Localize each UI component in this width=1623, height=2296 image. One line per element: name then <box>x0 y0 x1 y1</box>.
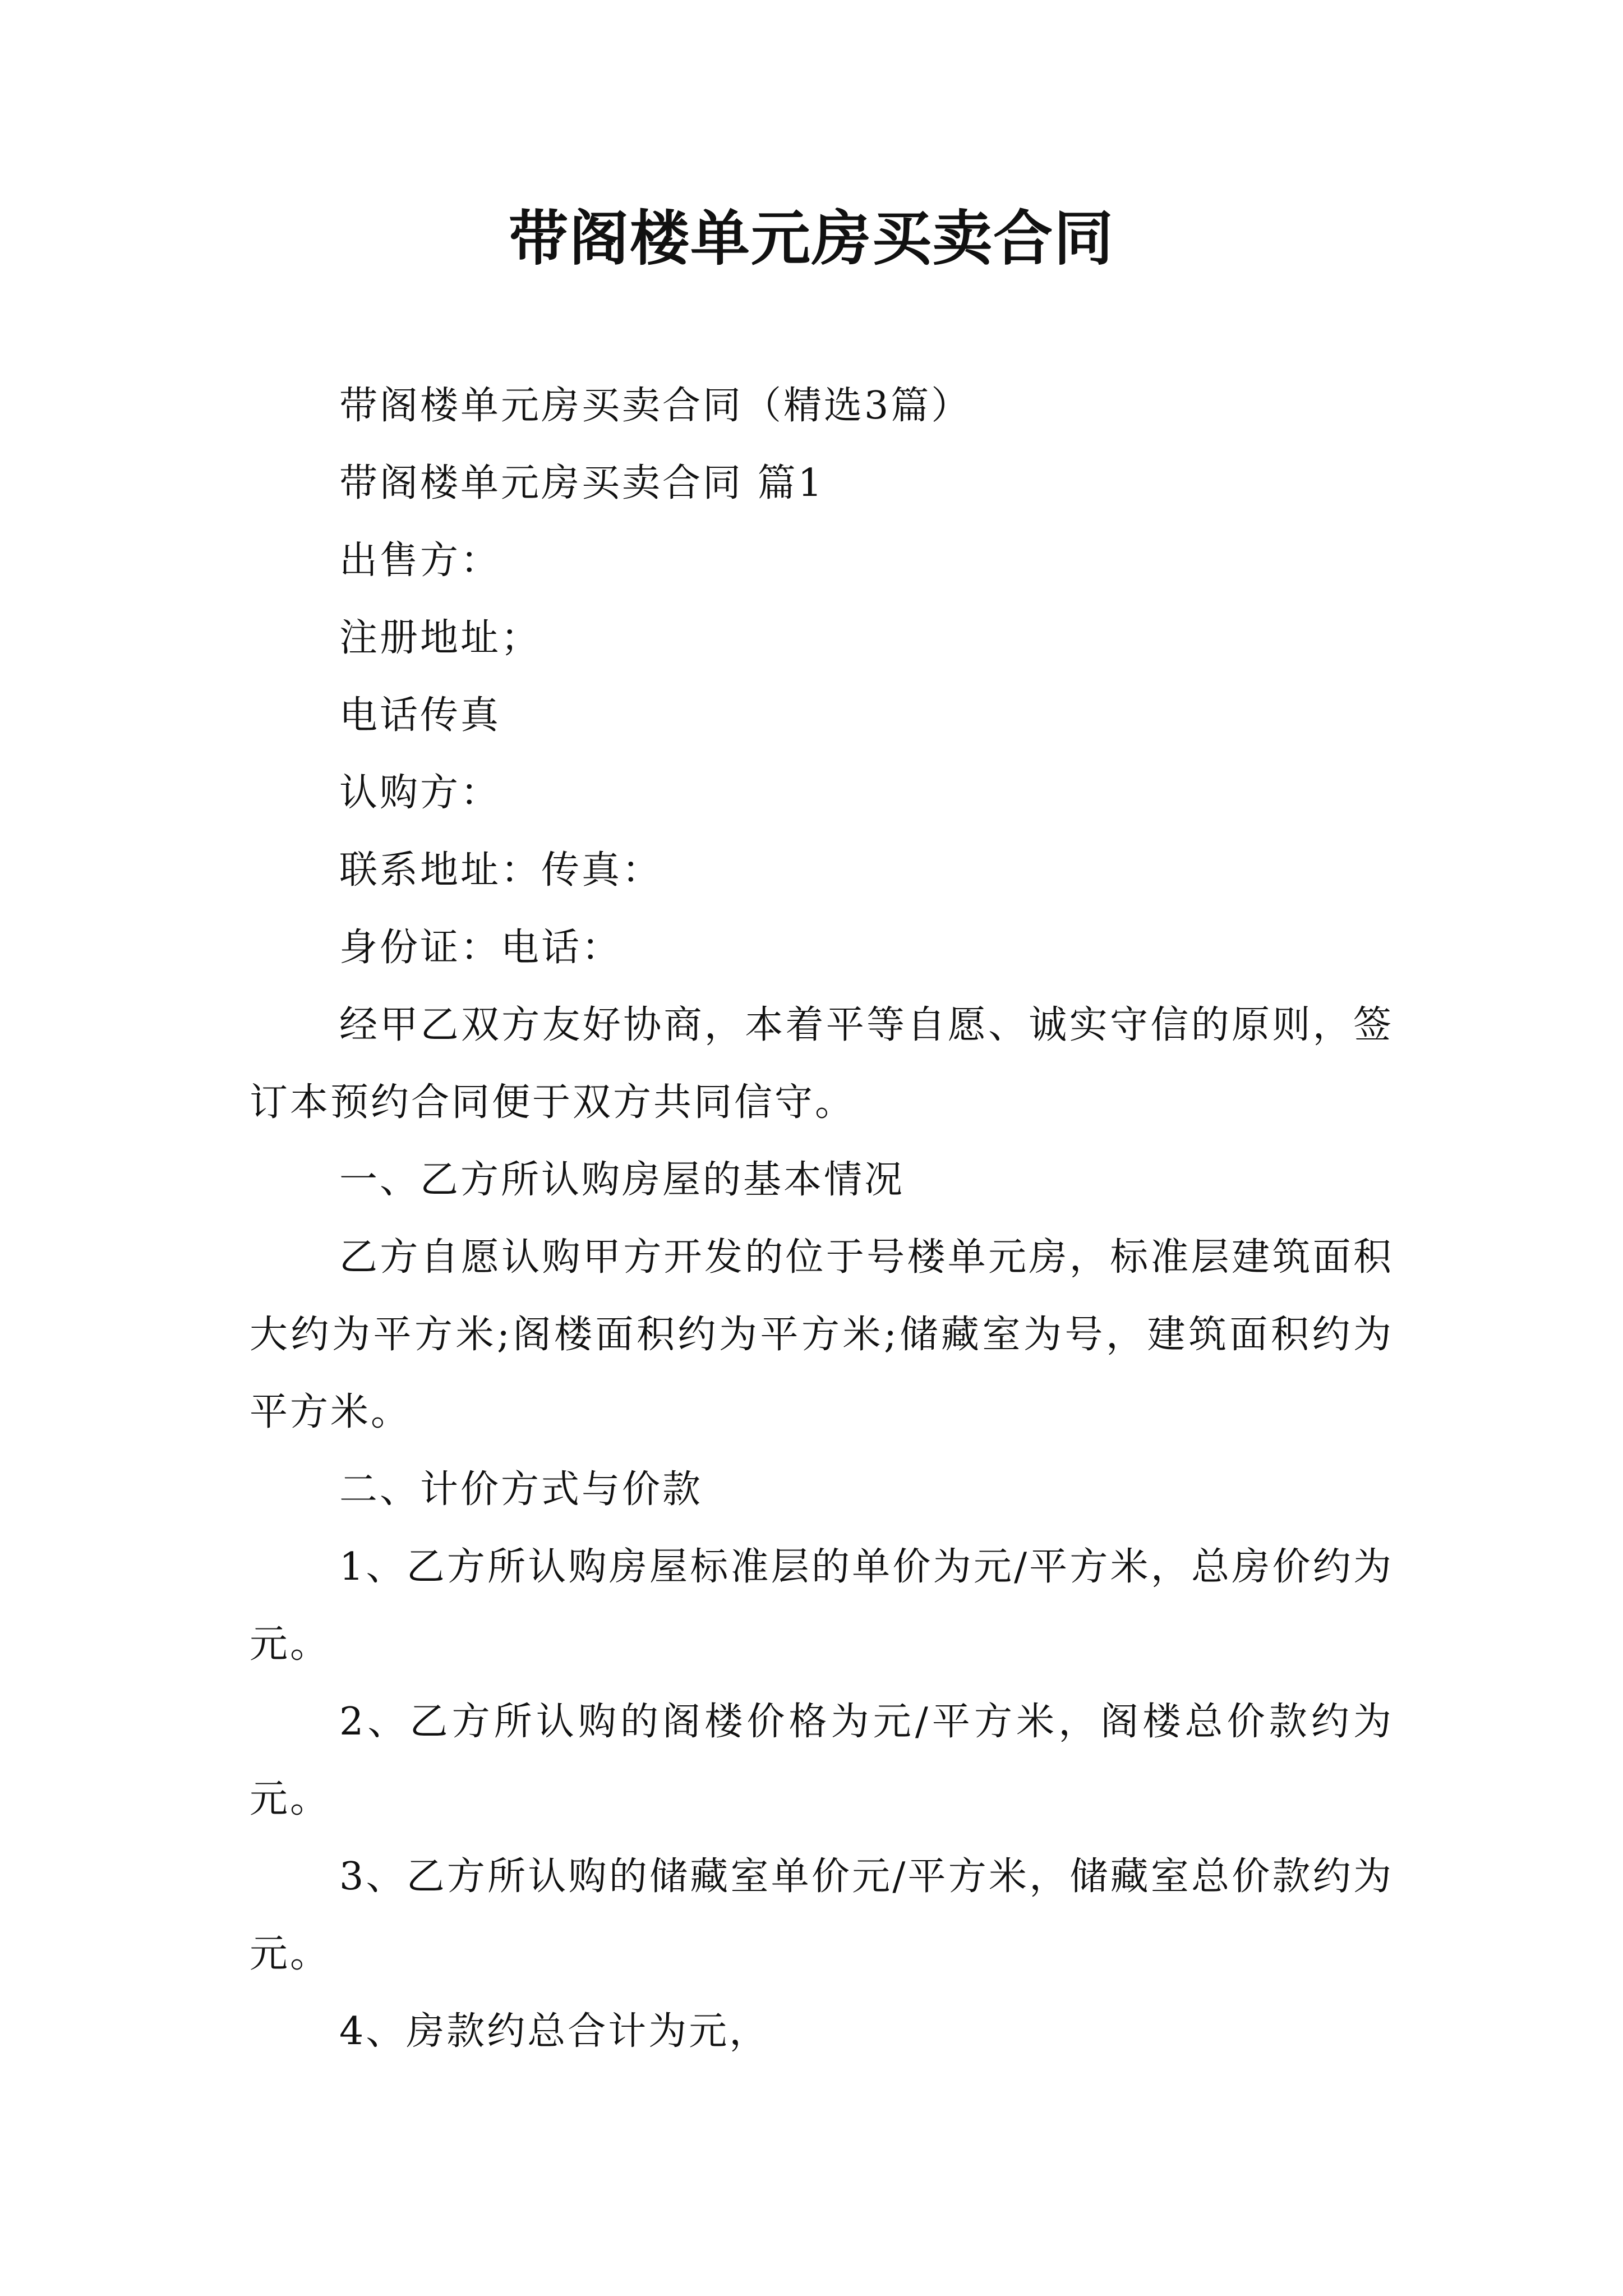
document-body <box>250 367 1394 2070</box>
paragraph-clause-2-heading: 二、计价方式与价款 <box>339 1467 703 1512</box>
paragraph-phone-fax: 电话传真 <box>339 693 501 738</box>
paragraph-contact-address: 联系地址：传真： <box>339 848 663 892</box>
paragraph-price-item-4: 4、房款约总合计为元， <box>339 2009 770 2054</box>
paragraph-subtitle: 带阁楼单元房买卖合同（精选3篇） <box>339 384 972 428</box>
paragraph-price-item-2: 2、乙方所认购的阁楼价格为元/平方米，阁楼总价款约为元。 <box>250 1700 1394 1821</box>
paragraph-id-phone: 身份证：电话： <box>339 926 623 970</box>
paragraph-price-item-3: 3、乙方所认购的储藏室单价元/平方米，储藏室总价款约为元。 <box>250 1855 1394 1976</box>
paragraph-price-item-1: 1、乙方所认购房屋标准层的单价为元/平方米，总房价约为元。 <box>250 1545 1394 1667</box>
paragraph-clause-1-heading: 一、乙方所认购房屋的基本情况 <box>339 1158 905 1202</box>
paragraph-seller: 出售方： <box>339 539 501 583</box>
paragraph-section-heading: 带阁楼单元房买卖合同 篇1 <box>339 461 824 505</box>
document-title: 带阁楼单元房买卖合同 <box>509 203 1114 273</box>
paragraph-agreement-intro: 经甲乙双方友好协商，本着平等自愿、诚实守信的原则，签订本预约合同便于双方共同信守。 <box>250 1003 1394 1125</box>
paragraph-clause-1-body: 乙方自愿认购甲方开发的位于号楼单元房，标准层建筑面积大约为平方米;阁楼面积约为平方米;储藏室为号，建筑面积约为平方米。 <box>250 1235 1394 1434</box>
paragraph-registered-address: 注册地址； <box>339 616 542 660</box>
paragraph-buyer: 认购方： <box>339 771 501 815</box>
